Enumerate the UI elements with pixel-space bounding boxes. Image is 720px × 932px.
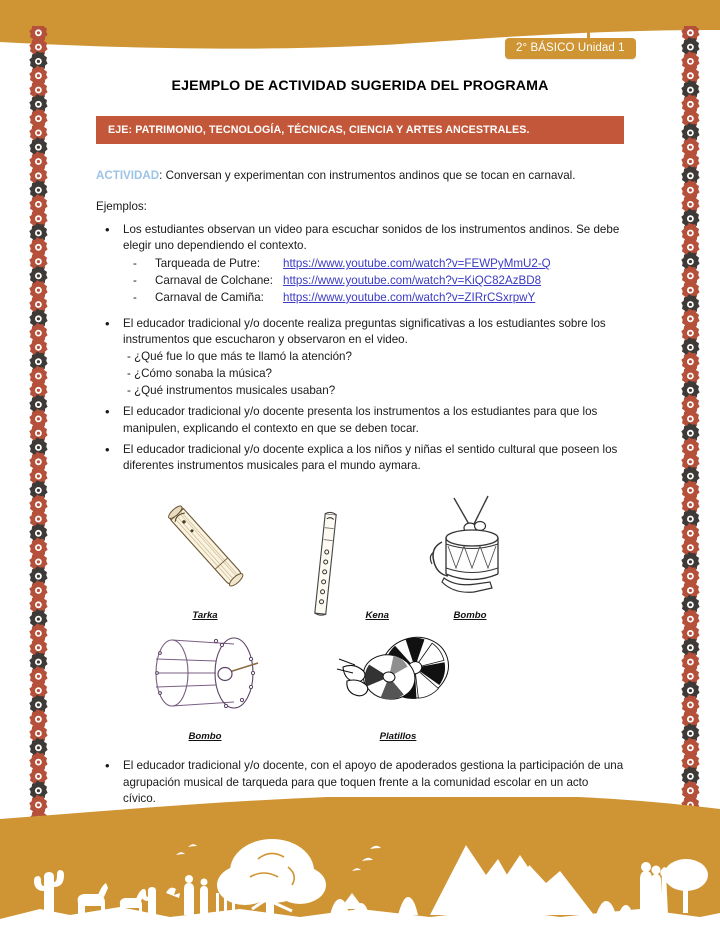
bombo-bass-drum-illustration — [130, 629, 280, 721]
eje-banner: EJE: PATRIMONIO, TECNOLOGÍA, TÉCNICAS, CIENCIA Y ARTES ANCESTRALES. — [96, 116, 624, 144]
figure-bombo-bass — [120, 629, 290, 744]
bullet-text: El educador tradicional y/o docente presenta los instrumentos a los estudiantes para que los manipulen, explicando el contexto en que se deben tocar. — [123, 405, 598, 435]
page-title: EJEMPLO DE ACTIVIDAD SUGERIDA DEL PROGRAMA — [171, 78, 549, 94]
list-item — [123, 290, 624, 307]
left-decorative-border — [24, 26, 50, 838]
figure-caption: Platillos — [379, 731, 417, 743]
question-list — [123, 349, 624, 399]
video-link-list — [123, 256, 624, 306]
figure-kena — [280, 510, 400, 623]
list-item: - ¿Qué fue lo que más te llamó la atención? — [127, 350, 352, 364]
bullet-text: El educador tradicional y/o docente, con el apoyo de apoderados gestiona la participación de una agrupación musical de tarqueda para que toquen frente a la comunidad escolar en un acto cívico. — [123, 759, 624, 805]
list-item — [123, 273, 624, 290]
bombo-upright-drum-illustration — [410, 492, 530, 600]
list-item — [96, 316, 624, 400]
figure-caption: Tarka — [192, 610, 218, 622]
figure-row-2 — [96, 629, 624, 744]
video-link-carnaval-camina[interactable]: https://www.youtube.com/watch?v=ZIRrCSxrpwY — [283, 290, 536, 304]
link-label: Tarqueada de Putre: — [155, 257, 261, 271]
activity-text: Conversan y experimentan con instrumentos andinos que se tocan en carnaval. — [165, 169, 576, 182]
list-item — [96, 404, 624, 436]
link-label: Carnaval de Camiña: — [155, 290, 264, 304]
document-content — [96, 78, 624, 812]
kena-flute-illustration — [291, 510, 361, 618]
platillos-cymbals-illustration — [333, 629, 463, 721]
bullet-text: Los estudiantes observan un video para escuchar sonidos de los instrumentos andinos. Se debe elegir uno dependiendo el contexto. — [123, 222, 620, 253]
list-item: - ¿Cómo sonaba la música? — [127, 366, 272, 380]
figure-caption: Kena — [365, 610, 389, 622]
right-decorative-border — [676, 26, 702, 838]
figure-bombo-upright — [400, 492, 540, 623]
bullet-text: El educador tradicional y/o docente realiza preguntas significativas a los estudiantes sobre los instrumentos que escucharon y observaron en el video. — [123, 316, 606, 346]
activity-separator: : — [159, 169, 166, 182]
figure-platillos — [318, 629, 478, 744]
figure-caption: Bombo — [453, 610, 487, 622]
bullet-text: El educador tradicional y/o docente explica a los niños y niñas el sentido cultural que poseen los diferentes instrumentos musicales para el mundo aymara. — [123, 442, 618, 473]
list-item — [96, 442, 624, 474]
tarka-flute-illustration — [135, 492, 275, 600]
bottom-ochre-wave — [0, 797, 720, 932]
list-item — [123, 256, 624, 273]
list-item — [96, 222, 624, 307]
video-link-tarqueada-putre[interactable]: https://www.youtube.com/watch?v=FEWPyMmU2-Q — [283, 257, 551, 271]
figure-tarka — [130, 492, 280, 623]
examples-label: Ejemplos: — [96, 199, 147, 213]
figure-row-1 — [96, 492, 624, 623]
bullet-list — [96, 222, 624, 475]
activity-label: ACTIVIDAD — [96, 169, 160, 182]
unit-badge: 2° BÁSICO Unidad 1 — [505, 38, 636, 59]
list-item: - ¿Qué instrumentos musicales usaban? — [127, 383, 336, 397]
link-label: Carnaval de Colchane: — [155, 274, 273, 288]
video-link-carnaval-colchane[interactable]: https://www.youtube.com/watch?v=KiQC82AzBD8 — [283, 274, 542, 288]
figure-caption: Bombo — [188, 731, 222, 743]
top-ochre-wave — [0, 0, 720, 70]
activity-line — [96, 168, 624, 185]
instrument-figure-block — [96, 492, 624, 744]
